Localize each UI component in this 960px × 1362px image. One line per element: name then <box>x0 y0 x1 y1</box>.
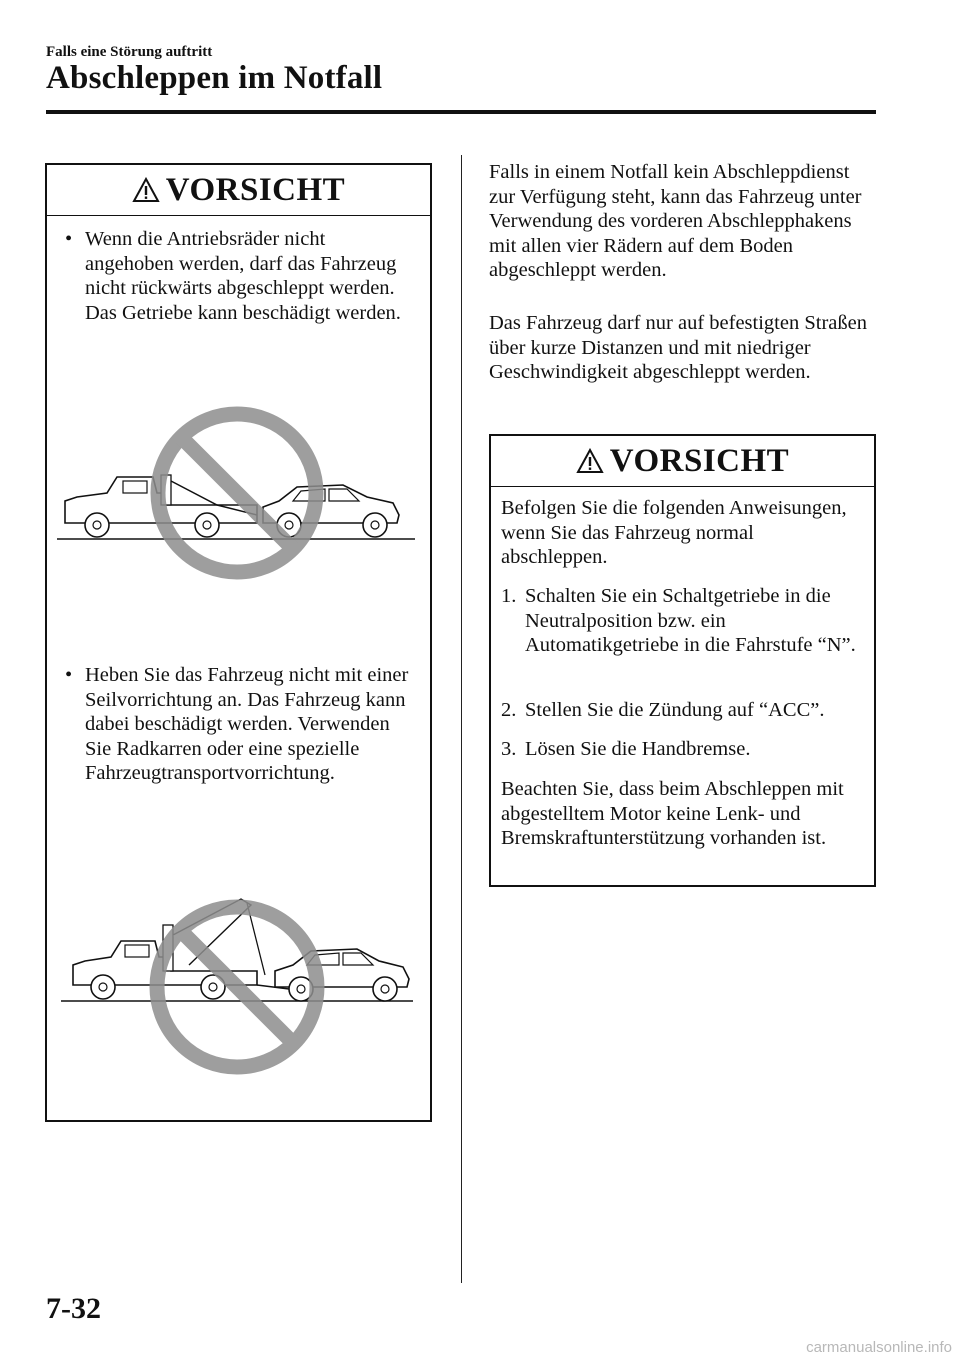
step-number: 2. <box>501 699 517 721</box>
step-text: Lösen Sie die Handbremse. <box>525 738 751 760</box>
bullet-dot: • <box>65 664 73 686</box>
right-caution-box <box>489 434 876 887</box>
page-title: Abschleppen im Notfall <box>46 60 383 96</box>
step-text: Schalten Sie ein Schaltgetriebe in die Neutralposition bzw. ein Automatikgetriebe in die Fahrstufe “N”. <box>525 585 856 657</box>
bullet-text: Heben Sie das Fahrzeug nicht mit einer Seilvorrichtung an. Das Fahrzeug kann dabei beschädigt werden. Verwenden Sie Radkarren oder eine spezielle Fahrzeugtransportvorrichtung. <box>85 664 409 785</box>
crane-hoist-illustration <box>61 875 417 1095</box>
caution-closing: Beachten Sie, dass beim Abschleppen mit abgestelltem Motor keine Lenk- und Bremskraftunterstützung vorhanden ist. <box>501 778 844 850</box>
step-number: 1. <box>501 585 517 607</box>
warning-triangle-icon <box>576 448 604 474</box>
step-number: 3. <box>501 738 517 760</box>
warning-triangle-icon <box>132 177 160 203</box>
caution-step-3 <box>501 737 864 762</box>
caution-step-2 <box>501 698 864 723</box>
caution-heading: VORSICHT <box>609 442 790 479</box>
column-divider <box>461 155 462 1283</box>
title-rule <box>46 110 876 114</box>
bullet-dot: • <box>65 228 73 250</box>
caution-bullet-1 <box>65 227 416 325</box>
page-number: 7-32 <box>46 1292 101 1325</box>
caution-step-1 <box>501 584 864 658</box>
caution-header <box>47 165 430 216</box>
caution-heading: VORSICHT <box>165 171 346 208</box>
section-kicker: Falls eine Störung auftritt <box>46 44 213 60</box>
left-caution-box <box>45 163 432 1122</box>
caution-lead: Befolgen Sie die folgenden Anweisungen, wenn Sie das Fahrzeug normal abschleppen. <box>501 497 847 569</box>
intro-paragraph-2: Das Fahrzeug darf nur auf befestigten Straßen über kurze Distanzen und mit niedriger Geschwindigkeit abgeschleppt werden. <box>489 312 867 384</box>
watermark: carmanualsonline.info <box>806 1339 952 1356</box>
caution-bullet-2 <box>65 663 416 786</box>
caution-header <box>491 436 874 487</box>
intro-paragraph-1: Falls in einem Notfall kein Abschleppdienst zur Verfügung steht, kann das Fahrzeug unter Verwendung des vorderen Abschlepphakens mit allen vier Rädern auf dem Boden abgeschleppt werden. <box>489 161 862 282</box>
step-text: Stellen Sie die Zündung auf “ACC”. <box>525 699 825 721</box>
tow-truck-reverse-illustration <box>57 405 417 585</box>
bullet-text: Wenn die Antriebsräder nicht angehoben werden, darf das Fahrzeug nicht rückwärts abgeschleppt werden. Das Getriebe kann beschädigt werden. <box>85 228 401 324</box>
